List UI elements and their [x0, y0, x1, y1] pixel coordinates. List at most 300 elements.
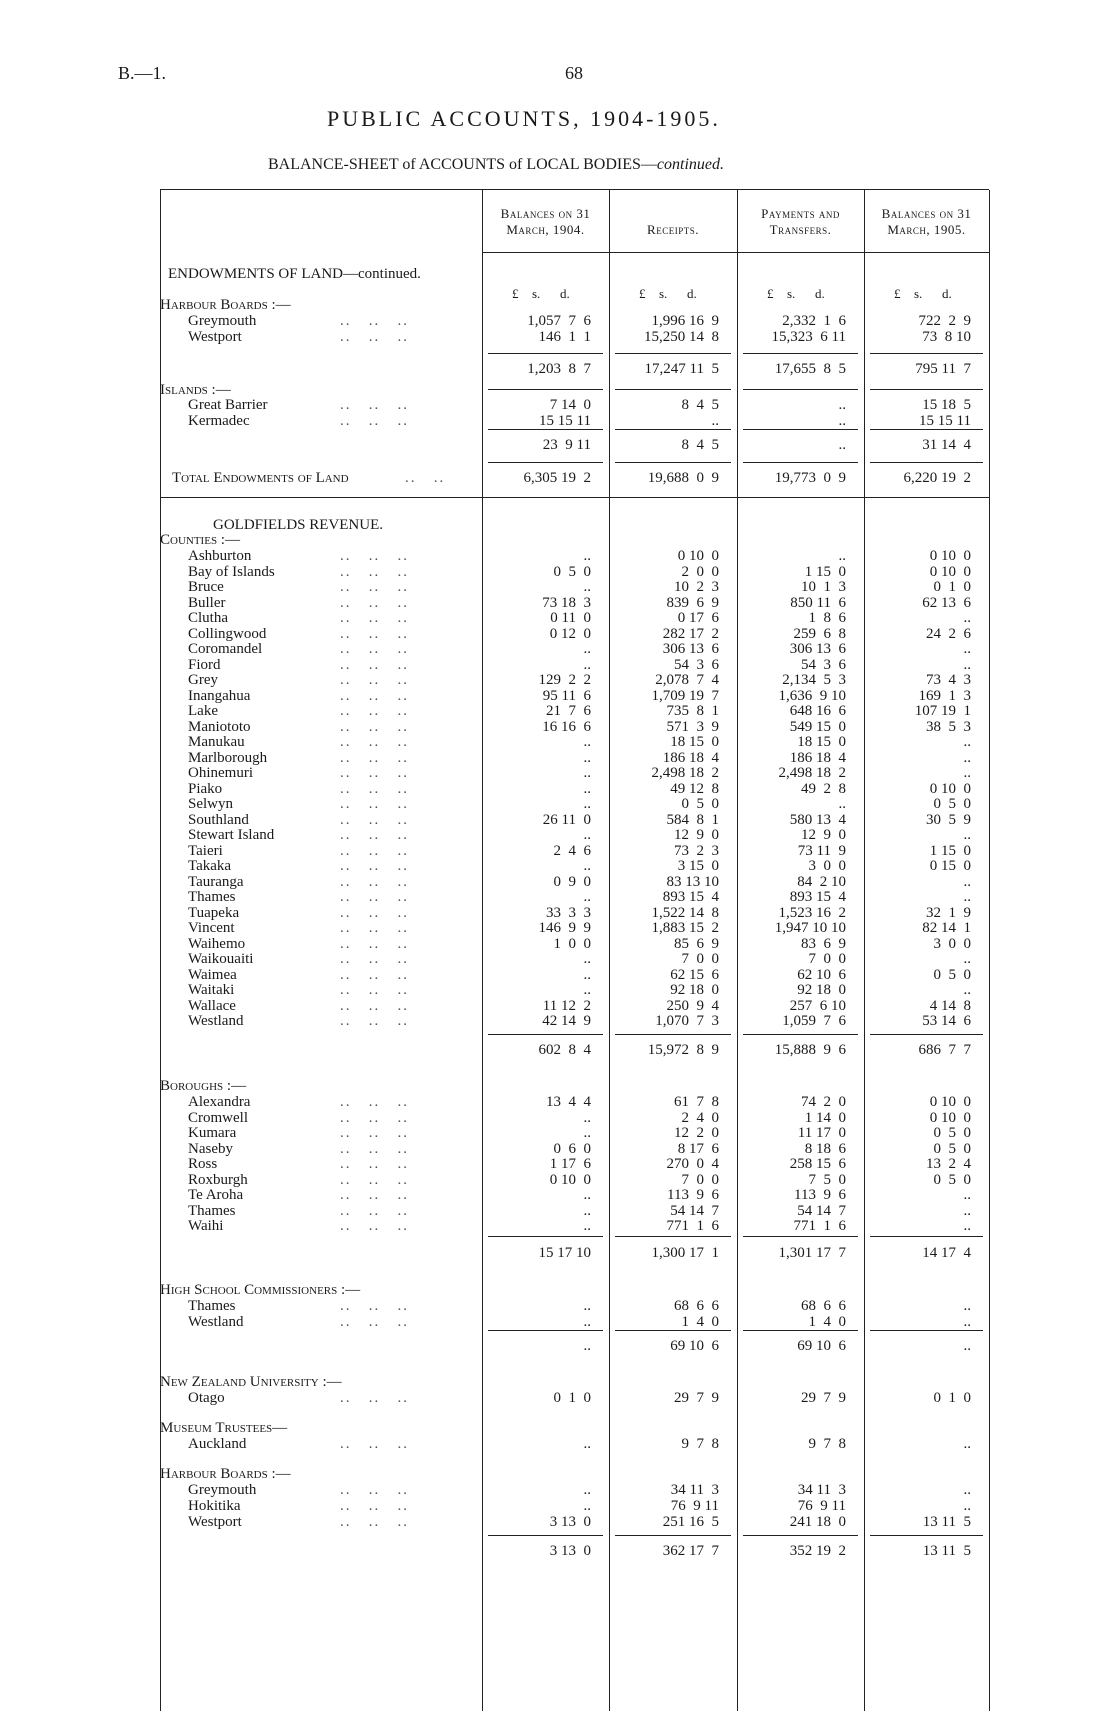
header-bottom-rule [482, 252, 989, 253]
amount-cell: 0 1 0 [933, 1390, 971, 1406]
leader-dots: .. .. .. [340, 749, 409, 766]
amount-cell: 0 10 0 [549, 1171, 591, 1188]
amount-cell: 282 17 2 [662, 625, 719, 642]
amount-cell: 1 8 6 [808, 610, 846, 626]
shilling-label: s. [914, 286, 923, 301]
amount-cell: 15 18 5 [922, 397, 971, 413]
row-label: Lake [188, 703, 218, 719]
row-label: Greymouth [188, 313, 257, 329]
row-label: Bay of Islands [188, 563, 275, 580]
amount-cell: 9 7 8 [681, 1436, 719, 1452]
shilling-label: s. [659, 286, 668, 301]
leader-dots: .. .. .. [340, 780, 409, 797]
row-label: Thames [188, 889, 236, 905]
subtotal-rule [488, 1535, 603, 1536]
row-label: Total Endowments of Land [172, 470, 349, 486]
amount-cell: .. [838, 437, 846, 453]
row-label: Great Barrier [188, 397, 268, 413]
amount-cell: 23 9 11 [542, 437, 591, 453]
amount-cell: 1,636 9 10 [778, 687, 846, 704]
row-label: Manukau [188, 734, 245, 750]
amount-cell: 722 2 9 [918, 313, 971, 329]
table-right-rule [989, 190, 990, 1711]
amount-cell: 2,498 18 2 [651, 765, 719, 781]
amount-cell: .. [963, 827, 971, 843]
row-label: Wallace [188, 997, 236, 1014]
leader-dots: .. .. .. [340, 951, 409, 967]
row-label: Roxburgh [188, 1171, 248, 1188]
amount-cell: 34 11 3 [797, 1482, 846, 1498]
row-label: Bruce [188, 579, 224, 595]
amount-cell: 18 15 0 [797, 734, 846, 750]
row-label: Piako [188, 780, 223, 797]
amount-cell: .. [838, 397, 846, 413]
column-header-3: Payments and Transfers. [761, 206, 840, 237]
subtotal-rule [615, 389, 731, 390]
amount-cell: 251 16 5 [662, 1514, 719, 1530]
amount-cell: 17,247 11 5 [644, 361, 719, 377]
amount-cell: 839 6 9 [666, 594, 719, 611]
leader-dots: .. .. .. [340, 997, 409, 1014]
amount-cell: .. [583, 765, 591, 781]
amount-cell: 257 6 10 [789, 997, 846, 1014]
amount-cell: 13 11 5 [922, 1514, 971, 1530]
amount-cell: 2,498 18 2 [778, 765, 846, 781]
row-label: Hokitika [188, 1498, 241, 1514]
leader-dots: .. .. .. [340, 1156, 409, 1172]
leader-dots: .. .. .. [340, 765, 409, 781]
leader-dots: .. .. .. [340, 313, 409, 329]
subtotal-rule [870, 1034, 983, 1035]
subtotal-rule [488, 462, 603, 463]
amount-cell: 34 11 3 [670, 1482, 719, 1498]
amount-cell: 17,655 8 5 [774, 361, 846, 377]
amount-cell: 1,522 14 8 [651, 904, 719, 921]
amount-cell: .. [711, 413, 719, 429]
amount-cell: 1 14 0 [804, 1109, 846, 1126]
amount-cell: 7 0 0 [681, 1171, 719, 1188]
amount-cell: 38 5 3 [926, 718, 971, 735]
subtotal-rule [870, 462, 983, 463]
leader-dots: .. .. .. [340, 1498, 409, 1514]
row-label: Ashburton [188, 548, 252, 564]
amount-cell: 3 13 0 [549, 1543, 591, 1559]
amount-cell: 850 11 6 [790, 594, 846, 611]
leader-dots: .. .. .. [340, 610, 409, 626]
leader-dots: .. .. .. [340, 1218, 409, 1234]
amount-cell: 2 4 6 [553, 842, 591, 859]
amount-cell: 76 9 11 [797, 1498, 846, 1514]
amount-cell: 146 9 9 [538, 920, 591, 936]
amount-cell: 0 10 0 [929, 548, 971, 564]
amount-cell: 250 9 4 [666, 997, 719, 1014]
row-label: Collingwood [188, 625, 267, 642]
amount-cell: 1 15 0 [929, 842, 971, 859]
amount-cell: 85 6 9 [674, 935, 719, 952]
pence-label: d. [942, 286, 952, 301]
amount-cell: 68 6 6 [674, 1298, 719, 1314]
amount-cell: .. [583, 656, 591, 673]
amount-cell: 76 9 11 [670, 1498, 719, 1514]
subtotal-rule [743, 1236, 858, 1237]
amount-cell: 0 10 0 [929, 780, 971, 797]
row-label: Naseby [188, 1140, 233, 1157]
amount-cell: 8 17 6 [677, 1140, 719, 1157]
amount-cell: 12 9 0 [674, 827, 719, 843]
amount-cell: 1,070 7 3 [655, 1013, 719, 1029]
amount-cell: 580 13 4 [789, 811, 846, 828]
amount-cell: 69 10 6 [797, 1338, 846, 1354]
amount-cell: 648 16 6 [789, 703, 846, 719]
amount-cell: .. [963, 1498, 971, 1514]
amount-cell: .. [583, 951, 591, 967]
amount-cell: 73 4 3 [926, 672, 971, 688]
subtotal-rule [488, 429, 603, 430]
amount-cell: 0 11 0 [550, 610, 591, 626]
amount-cell: .. [963, 1314, 971, 1330]
pence-label: d. [815, 286, 825, 301]
total-rule [160, 497, 989, 498]
amount-cell: 83 6 9 [801, 935, 846, 952]
row-label: Ross [188, 1156, 218, 1172]
amount-cell: 258 15 6 [789, 1156, 846, 1172]
pound-label: £ [639, 286, 646, 301]
subtotal-rule [615, 1034, 731, 1035]
amount-cell: 19,688 0 9 [647, 470, 719, 486]
leader-dots: .. .. .. [340, 625, 409, 642]
row-label: Tuapeka [188, 904, 240, 921]
amount-cell: 771 1 6 [793, 1218, 846, 1234]
amount-cell: .. [838, 796, 846, 812]
amount-cell: 29 7 9 [674, 1390, 719, 1406]
amount-cell: 0 17 6 [677, 610, 719, 626]
amount-cell: 54 14 7 [670, 1202, 719, 1219]
amount-cell: 270 0 4 [666, 1156, 719, 1172]
amount-cell: 24 2 6 [926, 625, 971, 642]
amount-cell: 7 0 0 [808, 951, 846, 967]
amount-cell: 31 14 4 [922, 437, 971, 453]
leader-dots: .. .. .. [340, 1013, 409, 1029]
amount-cell: .. [583, 982, 591, 998]
row-label: Waimea [188, 966, 237, 983]
amount-cell: .. [583, 889, 591, 905]
amount-cell: 82 14 1 [922, 920, 971, 936]
amount-cell: 186 18 4 [789, 749, 846, 766]
amount-cell: 13 2 4 [926, 1156, 971, 1172]
row-label: Ohinemuri [188, 765, 253, 781]
leader-dots: .. .. .. [340, 1436, 409, 1452]
pound-label: £ [894, 286, 901, 301]
column-header-2: Receipts. [647, 222, 699, 237]
leader-dots: .. .. .. [340, 858, 409, 874]
amount-cell: .. [963, 1482, 971, 1498]
subtotal-rule [870, 353, 983, 354]
leader-dots: .. .. .. [340, 1482, 409, 1498]
page-number: 68 [565, 63, 583, 83]
amount-cell: 12 2 0 [674, 1125, 719, 1141]
shilling-label: s. [532, 286, 541, 301]
subtitle-continued: continued. [656, 156, 724, 173]
amount-cell: 2,078 7 4 [655, 672, 719, 688]
row-label: Alexandra [188, 1094, 251, 1110]
amount-cell: 0 1 0 [933, 579, 971, 595]
leader-dots: .. .. .. [340, 579, 409, 595]
leader-dots: .. .. .. [340, 1125, 409, 1141]
row-label: Clutha [188, 610, 228, 626]
row-label: Kermadec [188, 413, 250, 429]
amount-cell: .. [963, 1187, 971, 1203]
amount-cell: .. [583, 1298, 591, 1314]
amount-cell: 15,972 8 9 [647, 1042, 719, 1058]
amount-cell: 362 17 7 [662, 1543, 719, 1559]
row-label: Stewart Island [188, 827, 275, 843]
amount-cell: 11 12 2 [542, 997, 591, 1014]
subtotal-rule [743, 1034, 858, 1035]
subtotal-rule [743, 389, 858, 390]
amount-cell: 0 5 0 [933, 966, 971, 983]
shilling-label: s. [787, 286, 796, 301]
subtotal-rule [615, 462, 731, 463]
amount-cell: 54 14 7 [797, 1202, 846, 1219]
amount-cell: .. [963, 1298, 971, 1314]
subtotal-rule [615, 1236, 731, 1237]
amount-cell: 54 3 6 [674, 656, 719, 673]
leader-dots: .. .. .. [340, 904, 409, 921]
amount-cell: 1,883 15 2 [651, 920, 719, 936]
amount-cell: 1,301 17 7 [778, 1245, 846, 1261]
subtotal-rule [743, 429, 858, 430]
row-label: Buller [188, 594, 226, 611]
amount-cell: 602 8 4 [538, 1042, 591, 1058]
amount-cell: 33 3 3 [546, 904, 591, 921]
amount-cell: .. [963, 951, 971, 967]
amount-cell: 11 17 0 [797, 1125, 846, 1141]
amount-cell: 0 1 0 [553, 1390, 591, 1406]
leader-dots: .. .. [405, 470, 446, 486]
amount-cell: 54 3 6 [801, 656, 846, 673]
leader-dots: .. .. .. [340, 1298, 409, 1314]
amount-cell: .. [583, 1202, 591, 1219]
amount-cell: 169 1 3 [918, 687, 971, 704]
amount-cell: .. [583, 1314, 591, 1330]
leader-dots: .. .. .. [340, 1109, 409, 1126]
amount-cell: 795 11 7 [915, 361, 971, 377]
amount-cell: .. [963, 656, 971, 673]
leader-dots: .. .. .. [340, 796, 409, 812]
amount-cell: 584 8 1 [666, 811, 719, 828]
row-label: Maniototo [188, 718, 251, 735]
amount-cell: 49 12 8 [670, 780, 719, 797]
amount-cell: 3 0 0 [933, 935, 971, 952]
amount-cell: .. [963, 1436, 971, 1452]
amount-cell: 8 18 6 [804, 1140, 846, 1157]
leader-dots: .. .. .. [340, 982, 409, 998]
amount-cell: 13 4 4 [546, 1094, 591, 1110]
leader-dots: .. .. .. [340, 563, 409, 580]
amount-cell: 68 6 6 [801, 1298, 846, 1314]
amount-cell: 1 15 0 [804, 563, 846, 580]
leader-dots: .. .. .. [340, 1390, 409, 1406]
amount-cell: 83 13 10 [666, 873, 719, 890]
amount-cell: 735 8 1 [666, 703, 719, 719]
amount-cell: 4 14 8 [929, 997, 971, 1014]
row-label: Grey [188, 672, 218, 688]
amount-cell: 15,250 14 8 [644, 329, 719, 345]
amount-cell: 129 2 2 [538, 672, 591, 688]
pound-label: £ [512, 286, 519, 301]
amount-cell: 306 13 6 [662, 641, 719, 657]
amount-cell: 29 7 9 [801, 1390, 846, 1406]
amount-cell: 146 1 1 [538, 329, 591, 345]
row-label: Auckland [188, 1436, 247, 1452]
amount-cell: 0 5 0 [933, 796, 971, 812]
subtotal-rule [488, 353, 603, 354]
amount-cell: 15 15 11 [919, 413, 971, 429]
amount-cell: 0 9 0 [553, 873, 591, 890]
amount-cell: 1 0 0 [553, 935, 591, 952]
row-label: Otago [188, 1390, 225, 1406]
amount-cell: .. [963, 765, 971, 781]
leader-dots: .. .. .. [340, 889, 409, 905]
col-rule-3 [737, 190, 738, 1711]
column-header-1: Balances on 31 March, 1904. [500, 206, 591, 237]
amount-cell: 73 8 10 [922, 329, 971, 345]
amount-cell: 14 17 4 [922, 1245, 971, 1261]
amount-cell: 18 15 0 [670, 734, 719, 750]
amount-cell: 259 6 8 [793, 625, 846, 642]
amount-cell: 30 5 9 [926, 811, 971, 828]
amount-cell: 73 18 3 [542, 594, 591, 611]
amount-cell: 7 0 0 [681, 951, 719, 967]
amount-cell: 19,773 0 9 [774, 470, 846, 486]
amount-cell: 0 10 0 [929, 1094, 971, 1110]
leader-dots: .. .. .. [340, 329, 409, 345]
section-heading: High School Commissioners :— [160, 1282, 361, 1298]
row-label: Westport [188, 329, 242, 345]
amount-cell: .. [838, 548, 846, 564]
amount-cell: 8 4 5 [681, 437, 719, 453]
amount-cell: .. [583, 1218, 591, 1234]
leader-dots: .. .. .. [340, 672, 409, 688]
row-label: Selwyn [188, 796, 233, 812]
col-rule-1 [482, 190, 483, 1711]
row-label: Thames [188, 1202, 236, 1219]
row-label: Te Aroha [188, 1187, 244, 1203]
amount-cell: 113 9 6 [667, 1187, 719, 1203]
amount-cell: 6,220 19 2 [903, 470, 971, 486]
page-code: B.—1. [118, 63, 167, 83]
pound-label: £ [767, 286, 774, 301]
leader-dots: .. .. .. [340, 687, 409, 704]
leader-dots: .. .. .. [340, 1094, 409, 1110]
amount-cell: 241 18 0 [789, 1514, 846, 1530]
leader-dots: .. .. .. [340, 656, 409, 673]
col-rule-2 [609, 190, 610, 1711]
amount-cell: 571 3 9 [666, 718, 719, 735]
subtotal-rule [488, 1236, 603, 1237]
subtotal-rule [615, 1535, 731, 1536]
section-heading: Harbour Boards :— [160, 1466, 291, 1482]
subtotal-rule [743, 353, 858, 354]
page-title: PUBLIC ACCOUNTS, 1904-1905. [327, 106, 721, 131]
row-label: Cromwell [188, 1109, 248, 1126]
amount-cell: .. [583, 1109, 591, 1126]
amount-cell: .. [963, 1202, 971, 1219]
amount-cell: .. [583, 780, 591, 797]
amount-cell: .. [963, 734, 971, 750]
amount-cell: 2,332 1 6 [782, 313, 846, 329]
leader-dots: .. .. .. [340, 1140, 409, 1157]
amount-cell: 15 17 10 [538, 1245, 591, 1261]
amount-cell: 15,323 6 11 [771, 329, 846, 345]
amount-cell: .. [583, 579, 591, 595]
amount-cell: .. [583, 641, 591, 657]
leader-dots: .. .. .. [340, 966, 409, 983]
row-label: Vincent [188, 920, 235, 936]
amount-cell: .. [583, 1498, 591, 1514]
amount-cell: 1,057 7 6 [527, 313, 591, 329]
amount-cell: 9 7 8 [808, 1436, 846, 1452]
amount-cell: 16 16 6 [542, 718, 591, 735]
amount-cell: 1 4 0 [808, 1314, 846, 1330]
amount-cell: .. [963, 610, 971, 626]
subtotal-rule [870, 429, 983, 430]
leader-dots: .. .. .. [340, 397, 409, 413]
leader-dots: .. .. .. [340, 594, 409, 611]
amount-cell: 893 15 4 [789, 889, 846, 905]
amount-cell: .. [583, 1125, 591, 1141]
leader-dots: .. .. .. [340, 734, 409, 750]
row-label: Westland [188, 1314, 244, 1330]
leader-dots: .. .. .. [340, 548, 409, 564]
amount-cell: 1,709 19 7 [651, 687, 719, 704]
amount-cell: 62 13 6 [922, 594, 971, 611]
row-label: Taieri [188, 842, 223, 859]
subtotal-rule [870, 1236, 983, 1237]
leader-dots: .. .. .. [340, 1187, 409, 1203]
amount-cell: 7 14 0 [549, 397, 591, 413]
amount-cell: .. [583, 1482, 591, 1498]
amount-cell: 771 1 6 [666, 1218, 719, 1234]
amount-cell: 73 11 9 [797, 842, 846, 859]
amount-cell: 0 12 0 [549, 625, 591, 642]
leader-dots: .. .. .. [340, 1171, 409, 1188]
amount-cell: 113 9 6 [794, 1187, 846, 1203]
amount-cell: .. [963, 749, 971, 766]
amount-cell: 12 9 0 [801, 827, 846, 843]
row-label: Takaka [188, 858, 232, 874]
row-label: Kumara [188, 1125, 237, 1141]
table-left-rule [160, 190, 161, 1711]
row-label: Inangahua [188, 687, 251, 704]
subtotal-rule [488, 1034, 603, 1035]
row-label: Coromandel [188, 641, 263, 657]
amount-cell: 1,059 7 6 [782, 1013, 846, 1029]
leader-dots: .. .. .. [340, 1514, 409, 1530]
leader-dots: .. .. .. [340, 811, 409, 828]
leader-dots: .. .. .. [340, 641, 409, 657]
subtotal-rule [743, 1330, 858, 1331]
amount-cell: 1 17 6 [549, 1156, 591, 1172]
row-label: Marlborough [188, 749, 268, 766]
leader-dots: .. .. .. [340, 718, 409, 735]
amount-cell: 92 18 0 [670, 982, 719, 998]
row-label: Greymouth [188, 1482, 257, 1498]
amount-cell: 1,300 17 1 [651, 1245, 719, 1261]
amount-cell: 686 7 7 [918, 1042, 971, 1058]
row-label: Southland [188, 811, 249, 828]
amount-cell: .. [963, 1218, 971, 1234]
